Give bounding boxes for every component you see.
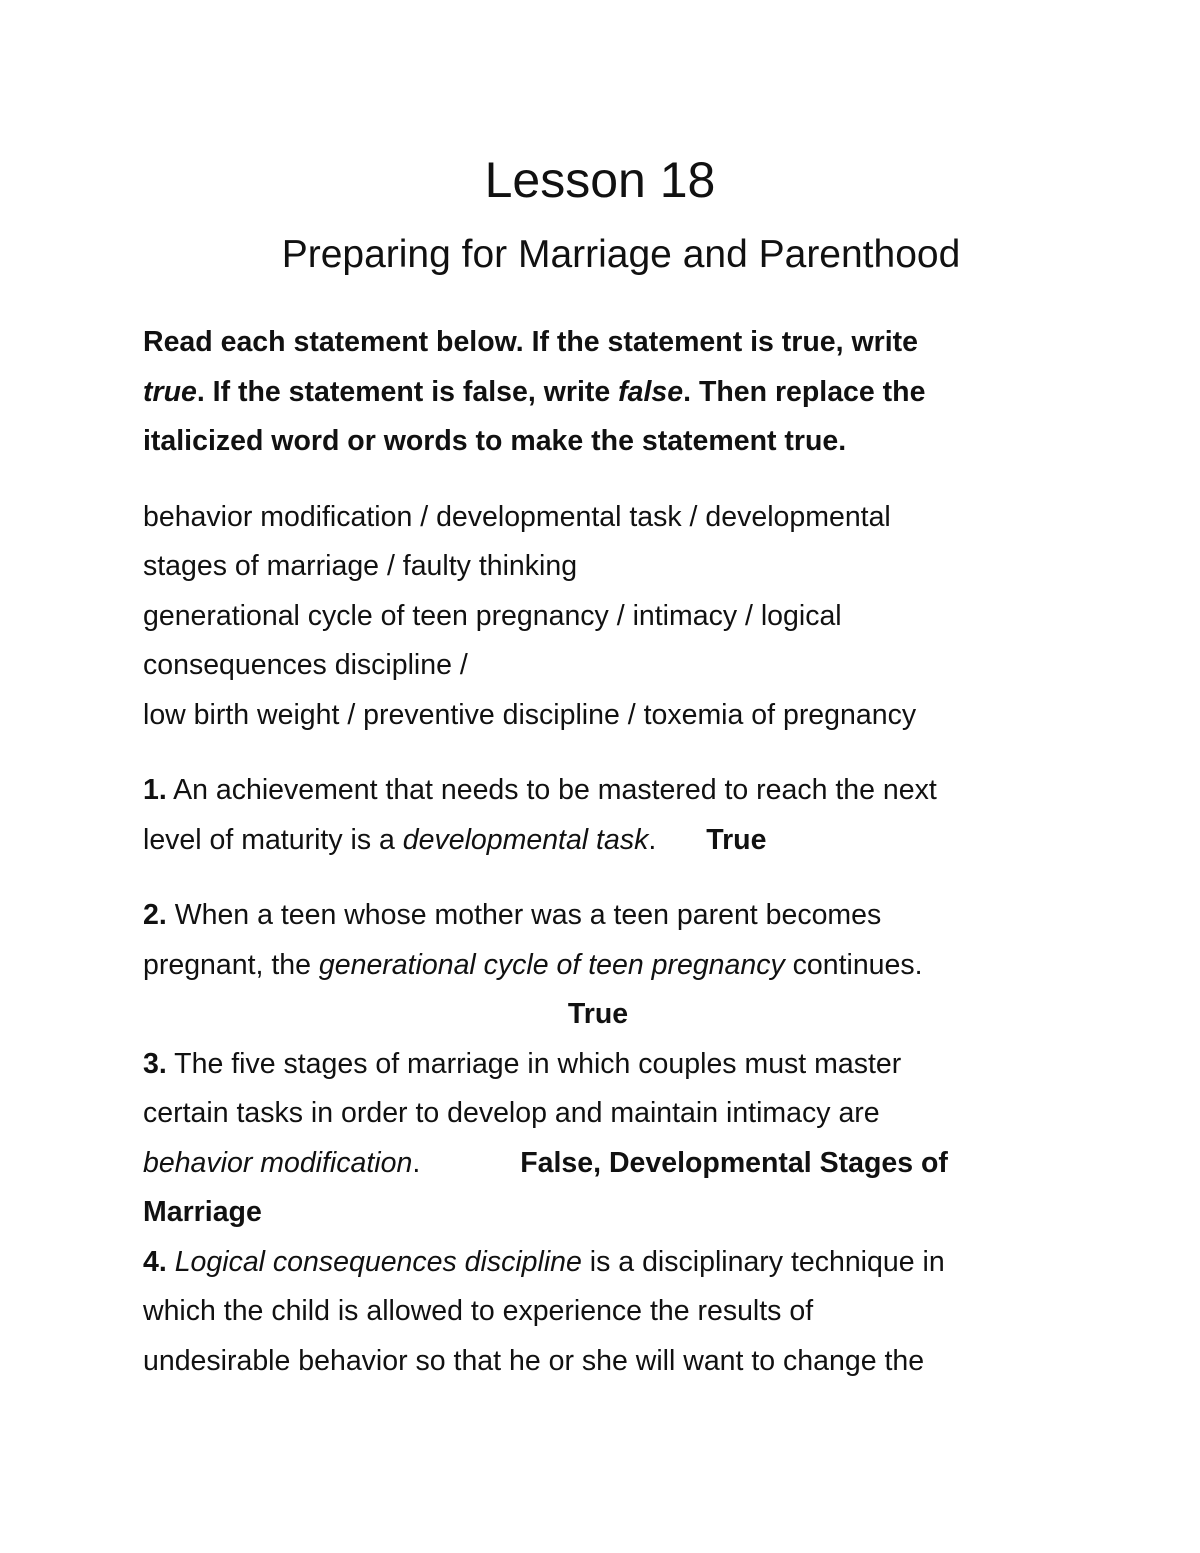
answer: True xyxy=(567,998,629,1030)
question-text: is a disciplinary technique in xyxy=(581,1245,945,1278)
instructions-true-word: true xyxy=(143,375,197,408)
question-2-line-1 xyxy=(143,891,1073,941)
question-number: 2. xyxy=(143,899,167,931)
question-text: The five stages of marriage in which couples must master xyxy=(166,1047,902,1080)
word-bank-line: generational cycle of teen pregnancy / intimacy / logical xyxy=(143,599,842,632)
question-2 xyxy=(143,891,1073,1040)
question-text: level of maturity is a xyxy=(143,823,403,856)
question-text: . xyxy=(412,1146,421,1179)
question-1-line-2 xyxy=(143,816,1073,866)
word-bank-line: low birth weight / preventive discipline / toxemia of pregnancy xyxy=(143,698,917,731)
word-bank-line: consequences discipline / xyxy=(143,649,468,681)
question-3-line-3 xyxy=(143,1139,1073,1189)
question-number: 4. xyxy=(143,1245,167,1278)
answer: True xyxy=(706,823,767,856)
question-3-line-2: certain tasks in order to develop and maintain intimacy are xyxy=(143,1097,880,1129)
question-text: When a teen whose mother was a teen parent becomes xyxy=(166,899,882,931)
question-1 xyxy=(143,766,1073,865)
question-3-line-1 xyxy=(143,1040,1073,1090)
question-4-line-1 xyxy=(143,1238,1073,1288)
lesson-title: Lesson 18 xyxy=(484,152,716,208)
question-1-line-1 xyxy=(143,766,1073,816)
italic-term: developmental task xyxy=(402,823,649,856)
question-2-line-2 xyxy=(143,941,1073,991)
question-text: . xyxy=(648,823,657,856)
instructions-line-2 xyxy=(143,368,1073,418)
worksheet-content xyxy=(143,318,1073,1386)
word-bank-line: behavior modification / developmental task / developmental xyxy=(143,500,891,533)
instructions-line-2-mid: . If the statement is false, write xyxy=(196,375,619,408)
lesson-subtitle: Preparing for Marriage and Parenthood xyxy=(281,233,961,276)
question-text: An achievement that needs to be mastered to reach the next xyxy=(166,774,937,806)
italic-term: Logical consequences discipline xyxy=(174,1245,582,1278)
italic-term: behavior modification xyxy=(143,1146,413,1179)
question-4-line-2: which the child is allowed to experience the results of xyxy=(143,1295,814,1327)
question-text: continues. xyxy=(784,948,923,981)
question-4-line-3: undesirable behavior so that he or she will want to change the xyxy=(143,1344,925,1377)
question-number: 1. xyxy=(143,774,167,806)
question-3 xyxy=(143,1040,1073,1238)
instructions-false-word: false xyxy=(618,375,684,408)
question-number: 3. xyxy=(143,1047,167,1080)
instructions-line-1: Read each statement below. If the statement is true, write xyxy=(143,326,918,358)
word-bank xyxy=(143,493,1073,741)
italic-term: generational cycle of teen pregnancy xyxy=(318,948,785,981)
answer-continued: Marriage xyxy=(143,1196,262,1228)
question-text: pregnant, the xyxy=(143,948,319,981)
instructions-line-3: italicized word or words to make the statement true. xyxy=(143,425,847,457)
instructions-line-2-end: . Then replace the xyxy=(683,375,926,408)
instructions xyxy=(143,318,1073,467)
word-bank-line: stages of marriage / faulty thinking xyxy=(143,550,578,582)
answer: False, Developmental Stages of xyxy=(520,1146,948,1179)
question-4 xyxy=(143,1238,1073,1387)
